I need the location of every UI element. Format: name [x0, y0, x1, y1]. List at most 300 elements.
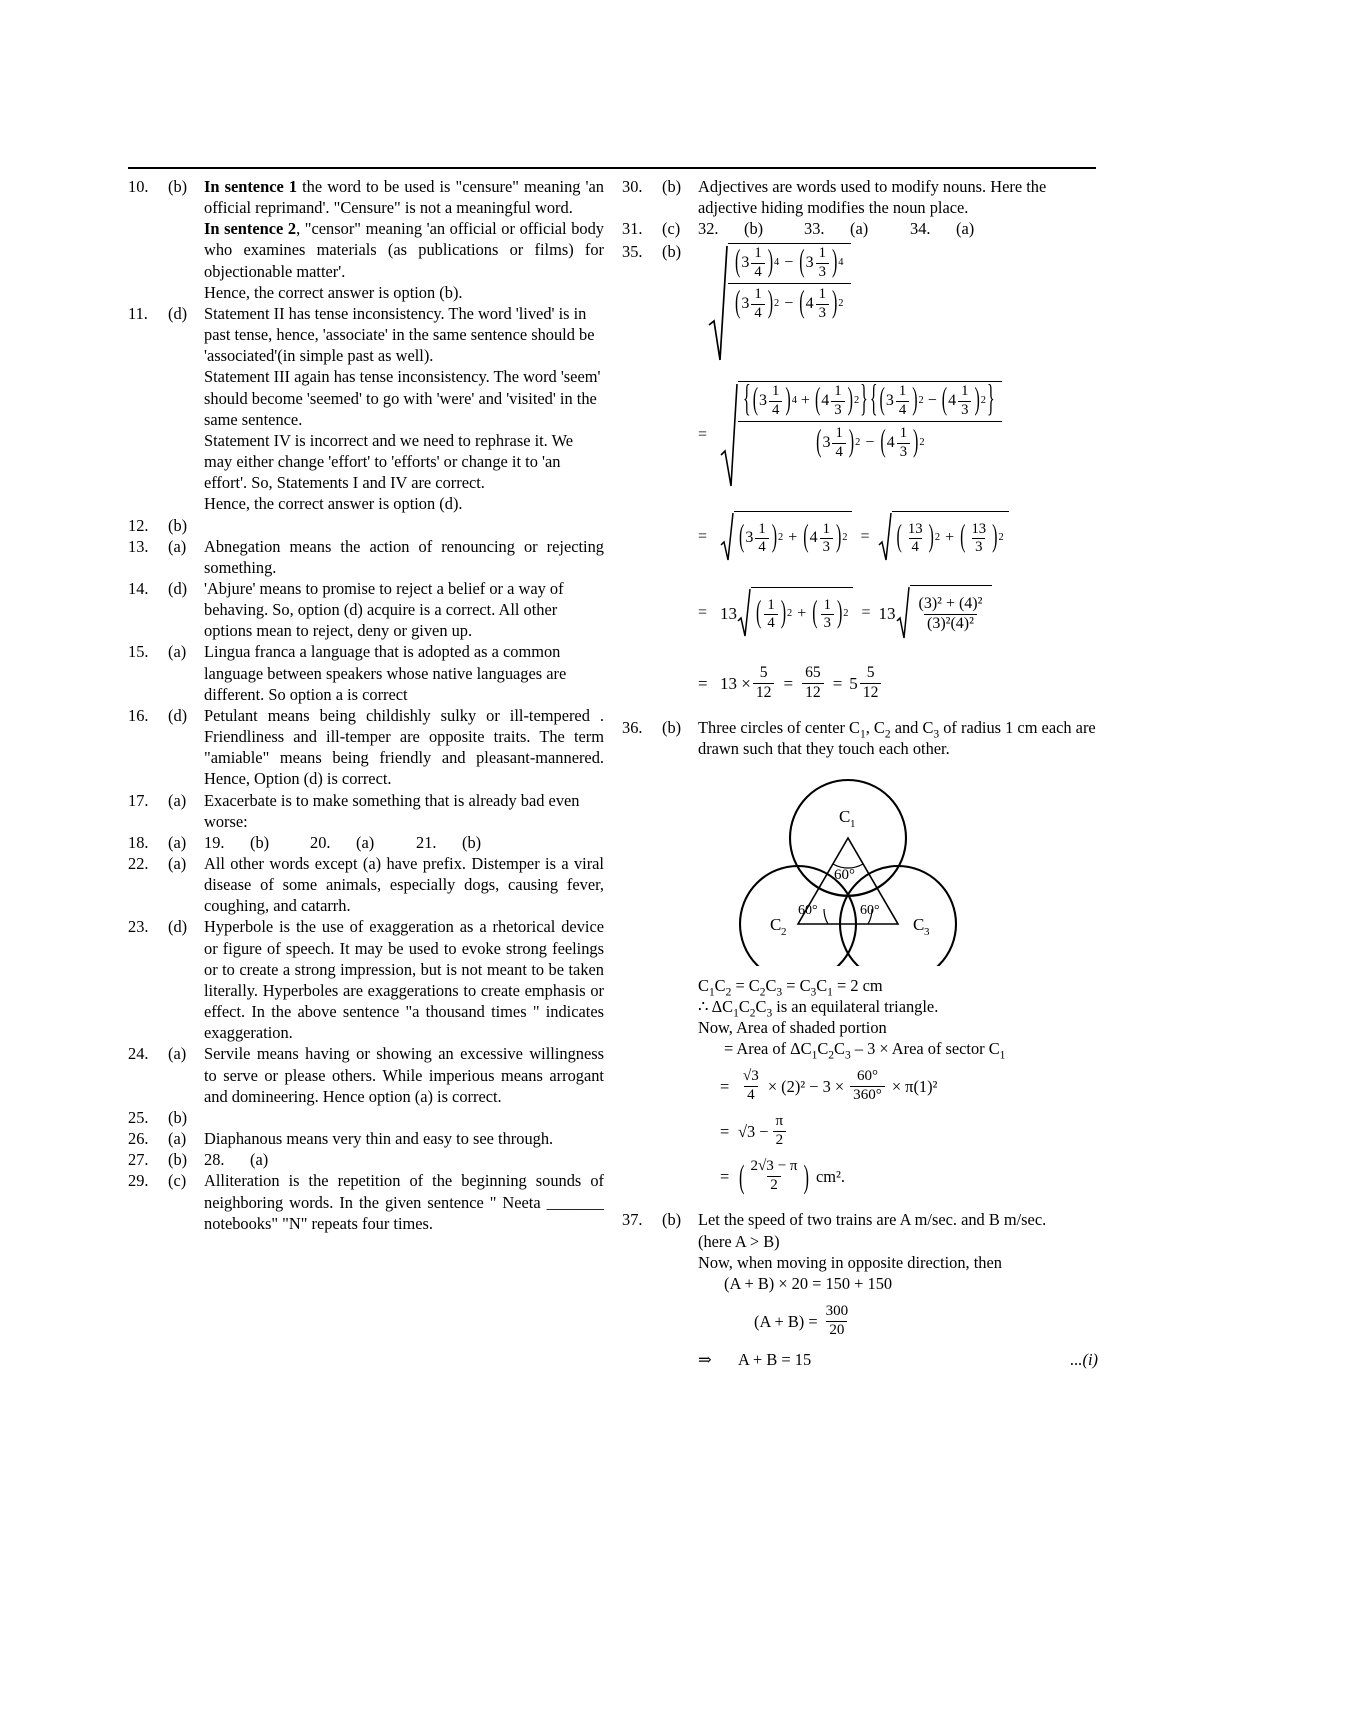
item-option: (b) — [168, 1107, 188, 1127]
radical-glyph — [896, 585, 910, 641]
minus-sign: − — [784, 295, 794, 313]
fraction — [773, 1114, 787, 1149]
radical — [878, 511, 1009, 563]
math-expression-4 — [698, 585, 1098, 641]
sqrt-symbol-icon — [720, 381, 738, 489]
denominator: 3 — [816, 263, 829, 280]
math-expression-1 — [708, 243, 1098, 363]
lead-term: (A + B) = — [754, 1311, 818, 1331]
equals-sign: = — [698, 528, 708, 546]
paren-group: ( 4 $\frac{1}{3}$ ) — [880, 425, 919, 460]
denominator: 3 — [958, 401, 971, 418]
fraction — [751, 246, 764, 280]
item-option: (a) — [168, 536, 187, 556]
fraction — [905, 522, 926, 556]
numerator: 300 — [825, 1303, 849, 1320]
item-option: (a) — [168, 854, 187, 873]
radical-content — [728, 243, 851, 363]
numerator: 2√3 − π — [750, 1157, 798, 1174]
item-number: 20. — [310, 832, 331, 852]
denominator: 12 — [802, 683, 824, 701]
fraction — [816, 287, 829, 321]
item-option: (d) — [168, 303, 188, 323]
item-body: Diaphanous means very thin and easy to see through. — [204, 1129, 554, 1149]
fraction-denominator: ( 3 $\frac{1}{4}$ ) 2 − ( 4 $\frac{1}{3}$ ) 2 — [728, 283, 851, 323]
figure-line-6 — [720, 1114, 1098, 1149]
equation-reference: ...(i) — [1070, 1349, 1098, 1369]
equals-sign: = — [832, 673, 843, 693]
item-option: (a) — [250, 1150, 269, 1170]
numerator: (3)² + (4)² — [918, 595, 983, 613]
answer-item-22 — [128, 853, 604, 916]
whole-number: 3 — [741, 254, 750, 272]
fraction — [896, 384, 909, 418]
item-number: 24. — [128, 1044, 149, 1064]
item-option: (d) — [168, 705, 188, 725]
answer-item-36 — [622, 717, 1098, 1203]
equals-sign: = — [698, 673, 708, 693]
paren-group: ( 3 $\frac{1}{4}$ ) — [735, 286, 774, 321]
item-option: (c) — [662, 219, 681, 239]
figure-line-1: $C_1C_2 = C_2C_3 = C_3C_1 = 2$ cm — [698, 975, 883, 999]
denominator: 3 — [820, 538, 833, 555]
numerator: 1 — [758, 520, 766, 537]
para-text: Hence, the correct answer is option (b). — [204, 282, 463, 302]
bold-lead: In sentence 1 — [204, 177, 298, 196]
inline-answer — [310, 832, 416, 853]
radical-content — [738, 381, 1002, 489]
equals-sign: = — [698, 426, 708, 444]
tail-expression: × π(1)² — [891, 1077, 938, 1097]
item-number: 32. — [698, 219, 719, 239]
sqrt-symbol-icon — [737, 587, 751, 639]
denominator: 4 — [744, 1086, 758, 1104]
answer-item-16 — [128, 705, 604, 790]
denominator: 3 — [972, 538, 985, 555]
fraction — [958, 384, 971, 418]
fraction — [832, 426, 845, 460]
whole-number: 3 — [885, 392, 894, 410]
plus-sign: + — [945, 529, 955, 547]
numerator: 1 — [767, 596, 775, 613]
numerator: 1 — [823, 596, 831, 613]
para-text: the word to be used is "censure" meaning 'an official reprimand'. "Censure" is not a meaningful word. — [204, 177, 604, 218]
item-number: 27. — [128, 1150, 149, 1170]
plus-sign: + — [800, 392, 810, 410]
item-body: Petulant means being childishly sulky or ill-tempered . Friendliness and ill-temper are opposite traits. The term "amiable" means being friendly and pleasant-mannered. Hence, Option (d) is correct. — [204, 705, 604, 789]
paren-group: ( 3 $\frac{1}{4}$ ) — [735, 245, 774, 280]
unit-label: cm². — [815, 1166, 845, 1186]
denominator: 3 — [897, 443, 910, 460]
para-text: Statement II has tense inconsistency. The word 'lived' is in past tense, hence, 'associate' in the same sentence should be 'associated'(in simple past as well). — [204, 303, 595, 366]
inline-answer — [416, 832, 522, 853]
sqrt-symbol-icon — [720, 511, 734, 563]
item-body: Hyperbole is the use of exaggeration as a rhetorical device or figure of speech. It may be used to evoke strong feelings or to create a strong impression, but is not meant to be taken literally. Hyperboles are exaggerations to create emphasis or effect. In the above sentence "a thousand times " indicates exaggeration. — [204, 917, 604, 1043]
angle-label-left: 60° — [798, 902, 818, 918]
equals-sign: = — [698, 604, 708, 622]
paren-group: ( 4 $\frac{1}{3}$ ) — [814, 383, 853, 418]
paren-group: ( 3 $\frac{1}{4}$ ) — [752, 383, 791, 418]
answer-group-31-34 — [622, 218, 1098, 239]
radical — [737, 587, 853, 639]
fraction — [740, 1069, 762, 1104]
brace-open: { — [743, 379, 751, 421]
angle-label-top: 60° — [834, 866, 855, 883]
radical-glyph — [720, 511, 734, 563]
radical-content: ( $\frac{1}{4}$ ) 2 + ( $\frac{1}{3}$ ) 2 — [751, 587, 853, 639]
denominator: 3 — [821, 614, 834, 631]
fraction — [821, 598, 834, 632]
item-number: 22. — [128, 854, 149, 873]
item-body: Alliteration is the repetition of the beginning sounds of neighboring words. In the given sentence " Neeta _______ notebooks" "N" repeats four times. — [204, 1171, 604, 1233]
paren-group: ( $\frac{1}{4}$ ) — [756, 596, 787, 631]
answer-item-25 — [128, 1107, 604, 1128]
item-option: (b) — [662, 1210, 682, 1230]
item-option: (a) — [168, 1044, 187, 1064]
coefficient: 13 — [720, 603, 737, 623]
minus-sign: − — [927, 392, 937, 410]
item-number: 34. — [910, 219, 931, 239]
radical-content — [910, 585, 993, 641]
paren-group: ( $\frac{2√3 - \pi}{2}$ ) — [739, 1156, 809, 1195]
paren-group: ( $\frac{13}{3}$ ) — [960, 520, 998, 555]
label-c3: C — [913, 914, 925, 934]
implies-arrow: ⇒ — [698, 1349, 712, 1369]
sqrt-symbol-icon — [896, 585, 910, 641]
item-intro-text: Three circles of center $C_1$, $C_2$ and $C_3$ of radius 1 cm each are drawn such that they touch each other. — [698, 718, 1096, 759]
whole-number: 3 — [745, 529, 754, 547]
minus-sign: − — [784, 254, 794, 272]
paren-group: ( 4 $\frac{1}{3}$ ) — [803, 520, 842, 555]
item-body: Lingua franca a language that is adopted as a common language between speakers whose native languages are different. So option a is correct — [204, 642, 567, 704]
brace-open: { — [869, 379, 878, 421]
denominator: 4 — [751, 263, 764, 280]
figure-line-5 — [720, 1069, 1098, 1104]
answer-item-26 — [128, 1128, 604, 1149]
answer-item-13 — [128, 536, 604, 578]
item-number: 28. — [204, 1150, 225, 1170]
equals-sign: = — [861, 604, 871, 622]
item-option: (c) — [168, 1171, 187, 1191]
brace-close: } — [860, 379, 868, 421]
numerator: 1 — [754, 286, 762, 303]
label-c2-sub: 2 — [781, 925, 787, 938]
denominator: 4 — [764, 614, 777, 631]
inline-answer — [804, 218, 910, 239]
denominator: 4 — [769, 401, 782, 418]
bold-lead: In sentence 2 — [204, 219, 297, 239]
denominator: 4 — [896, 401, 909, 418]
lead-term: 13 × — [720, 673, 751, 693]
item-number: 21. — [416, 832, 437, 852]
angle-arc-left — [824, 909, 828, 924]
answer-item-12 — [128, 515, 604, 536]
numerator: 1 — [818, 286, 826, 303]
item37-line-2: (here A > B) — [698, 1231, 780, 1251]
fraction — [816, 246, 829, 280]
item37-line-1: Let the speed of two trains are A m/sec. and B m/sec. — [698, 1210, 1047, 1230]
item-body — [698, 717, 1098, 1203]
item-number: 19. — [204, 832, 225, 852]
item-number: 14. — [128, 578, 149, 598]
item-option: (b) — [662, 718, 682, 738]
figure-line-3: Now, Area of shaded portion — [698, 1018, 887, 1038]
label-c3-sub: 3 — [924, 925, 930, 938]
item-number: 15. — [128, 642, 149, 662]
denominator: 3 — [831, 401, 844, 418]
numerator: 13 — [907, 520, 923, 537]
sqrt-symbol-icon — [878, 511, 892, 563]
numerator: 1 — [835, 425, 843, 442]
label-c2: C — [770, 914, 782, 934]
math-expression-3 — [698, 511, 1098, 563]
denominator: 20 — [826, 1321, 847, 1339]
answer-item-14 — [128, 578, 604, 641]
item-number: 23. — [128, 917, 149, 937]
equals-sign: = — [783, 673, 794, 693]
right-column — [622, 176, 1098, 1370]
item-body: Adjectives are words used to modify nouns. Here the adjective hiding modifies the noun place. — [698, 177, 1047, 218]
item-number: 17. — [128, 790, 149, 810]
three-tangent-circles-diagram — [698, 766, 998, 966]
item-option: (b) — [168, 1150, 188, 1170]
item37-line-5 — [698, 1304, 1098, 1339]
fraction — [823, 1304, 852, 1339]
numerator: 1 — [772, 383, 780, 400]
item-option: (b) — [168, 515, 188, 535]
denominator: 2 — [767, 1176, 781, 1194]
fraction — [850, 1069, 885, 1104]
plus-sign: + — [788, 529, 798, 547]
numerator: 1 — [822, 520, 830, 537]
whole-number: 5 — [849, 673, 858, 693]
radical-outer — [720, 381, 1002, 489]
radical-content: ( $\frac{13}{4}$ ) 2 + ( $\frac{13}{3}$ ) 2 — [892, 511, 1009, 563]
paren-group: ( 3 $\frac{1}{3}$ ) — [799, 245, 838, 280]
fraction-denominator: ( 3 $\frac{1}{4}$ ) 2 − ( 4 $\frac{1}{3}$ ) 2 — [738, 421, 1002, 462]
fraction — [751, 287, 764, 321]
denominator: 12 — [753, 683, 775, 701]
fraction-numerator: ( 3 $\frac{1}{4}$ ) 4 − ( 3 $\frac{1}{3}$ ) 4 — [728, 243, 851, 283]
whole-number: 3 — [805, 254, 814, 272]
equation-text: A + B = 15 — [738, 1349, 812, 1369]
whole-number: 4 — [886, 434, 895, 452]
answer-item-37 — [622, 1209, 1098, 1369]
numerator: 1 — [834, 383, 842, 400]
item-number: 13. — [128, 536, 149, 556]
item-option: (a) — [168, 1129, 187, 1149]
circle-c3 — [840, 866, 956, 966]
brace-close: } — [987, 379, 995, 421]
item-number: 36. — [622, 718, 643, 738]
item-number: 30. — [622, 177, 643, 196]
radical-outer — [708, 243, 851, 363]
item-option: (b) — [168, 177, 188, 196]
item-option: (a) — [168, 832, 187, 852]
item-number: 29. — [128, 1171, 149, 1191]
denominator: (3)²(4)² — [924, 614, 977, 633]
item-math-body — [698, 241, 1098, 701]
fraction — [747, 1159, 800, 1194]
item-body: Servile means having or showing an excessive willingness to serve or please others. While imperious means arrogant and domineering. Hence option (a) is correct. — [204, 1044, 604, 1106]
numerator: √3 — [743, 1068, 759, 1085]
answer-item-15 — [128, 641, 604, 704]
numerator: 1 — [754, 245, 762, 262]
equals-sign: = — [720, 1077, 730, 1097]
paren-group: ( 3 $\frac{1}{4}$ ) — [816, 425, 855, 460]
paren-group: ( 3 $\frac{1}{4}$ ) — [739, 520, 778, 555]
answer-group-18-21 — [128, 832, 604, 853]
fraction — [968, 522, 989, 556]
item-option: (b) — [662, 242, 682, 262]
item-option: (d) — [168, 917, 188, 937]
denominator: 4 — [832, 443, 845, 460]
whole-number: 4 — [809, 529, 818, 547]
radical — [720, 511, 852, 563]
item-option: (a) — [850, 219, 869, 239]
numerator: 13 — [971, 520, 987, 537]
item-number: 16. — [128, 705, 149, 725]
radical-glyph — [708, 243, 728, 363]
radical — [896, 585, 993, 641]
item-option: (a) — [168, 790, 187, 810]
denominator: 12 — [860, 683, 882, 701]
item-number: 10. — [128, 177, 149, 196]
whole-number: 3 — [759, 392, 768, 410]
label-c1: C — [839, 806, 851, 826]
math-expression-2 — [698, 381, 1098, 489]
numerator: 1 — [898, 383, 907, 400]
radical-glyph — [720, 381, 738, 489]
fraction — [755, 522, 768, 556]
sqrt-symbol-icon — [708, 243, 728, 363]
two-column-layout — [128, 176, 1098, 1370]
item-body — [204, 176, 604, 303]
item-number: 25. — [128, 1107, 149, 1127]
denominator: 360° — [850, 1086, 885, 1104]
equals-sign: = — [860, 528, 870, 546]
numerator: 1 — [818, 245, 826, 262]
answer-item-35 — [622, 241, 1098, 701]
item-body — [698, 1209, 1098, 1369]
whole-number: 4 — [948, 392, 957, 410]
denominator: 2 — [773, 1131, 787, 1149]
numerator: 60° — [856, 1068, 879, 1085]
fraction — [916, 596, 986, 633]
item-option: (b) — [744, 219, 764, 239]
plus-sign: + — [797, 605, 807, 623]
numerator: 1 — [961, 383, 969, 400]
item-number: 33. — [804, 219, 825, 239]
numerator: 1 — [899, 425, 908, 442]
figure-line-2: ∴ $\Delta C_1C_2C_3$ is an equilateral triangle. — [698, 996, 939, 1020]
item-number: 37. — [622, 1210, 643, 1230]
radical-glyph — [878, 511, 892, 563]
numerator: π — [775, 1113, 784, 1130]
para-text: , "censor" meaning 'an official or official body who examines materials (as publications or films) for objectionable matter'. — [204, 219, 604, 281]
item37-line-3: Now, when moving in opposite direction, then — [698, 1252, 1002, 1272]
item-body: Abnegation means the action of renouncing or rejecting something. — [204, 536, 604, 577]
mid-expression: × (2)² − 3 × — [767, 1077, 845, 1097]
whole-number: 3 — [822, 434, 831, 452]
fraction — [802, 665, 824, 701]
paren-group: ( 3 $\frac{1}{4}$ ) — [879, 383, 918, 418]
numerator: 65 — [805, 664, 821, 682]
inline-answer — [698, 218, 804, 239]
answer-item-29 — [128, 1170, 604, 1233]
denominator: 4 — [909, 538, 922, 555]
item-number: 18. — [128, 832, 149, 852]
fraction — [769, 384, 782, 418]
whole-number: 4 — [805, 295, 814, 313]
item-number: 35. — [622, 242, 643, 262]
math-expression-5 — [698, 665, 1098, 701]
denominator: 4 — [751, 304, 764, 321]
item-body: Exacerbate is to make something that is already bad even worse: — [204, 790, 580, 831]
fraction — [820, 522, 833, 556]
angle-label-right: 60° — [860, 902, 880, 918]
para-text: Hence, the correct answer is option (d). — [204, 494, 463, 514]
three-circles-figure — [698, 766, 1098, 971]
item-option: (a) — [356, 832, 375, 852]
para-text: Statement IV is incorrect and we need to rephrase it. We may either change 'effort' to 'efforts' or change it to 'an effort'. So, Statements I and IV are correct. — [204, 430, 574, 493]
figure-line-4: = Area of $\Delta C_1C_2C_3 - 3$ × Area of sector $C_1$ — [724, 1039, 1006, 1062]
item-number: 12. — [128, 515, 149, 535]
answer-item-10 — [128, 176, 604, 303]
denominator: 4 — [755, 538, 768, 555]
left-column — [128, 176, 604, 1234]
fraction — [897, 426, 910, 460]
coefficient: 13 — [878, 603, 896, 623]
item-number: 31. — [622, 219, 643, 239]
answer-item-24 — [128, 1043, 604, 1106]
fraction — [831, 384, 844, 418]
paren-group: ( $\frac{13}{4}$ ) — [896, 520, 934, 555]
radical-glyph — [737, 587, 751, 639]
figure-line-7 — [720, 1156, 1098, 1195]
item-option: (b) — [462, 832, 482, 852]
minus-sign: − — [865, 434, 875, 452]
item-option: (b) — [250, 832, 270, 852]
answer-group-27-28 — [128, 1149, 604, 1170]
item-option: (b) — [662, 177, 682, 196]
item-body: All other words except (a) have prefix. Distemper is a viral disease of some animals, especially dogs, causing fever, coughing, and catarrh. — [204, 854, 604, 916]
item37-line-4: (A + B) × 20 = 150 + 150 — [724, 1273, 893, 1293]
fraction — [753, 665, 775, 701]
radical-content: ( 3 $\frac{1}{4}$ ) 2 + ( 4 $\frac{1}{3}$ ) 2 — [734, 511, 852, 563]
numerator: 5 — [759, 664, 768, 682]
item-option: (a) — [168, 642, 187, 662]
item-body: 'Abjure' means to promise to reject a belief or a way of behaving. So, option (d) acquire is a correct. All other options mean to reject, deny or given up. — [204, 578, 564, 641]
answer-item-17 — [128, 790, 604, 832]
inline-answer — [204, 1149, 310, 1170]
fraction-numerator: { ( 3 $\frac{1}{4}$ ) 4 + ( 4 $\frac{1}{3}$ ) 2 } { ( 3 $\frac{1}{4}$ ) 2 − ( 4 $\frac{1}{3}$ ) 2 } — [738, 381, 1002, 421]
denominator: 3 — [816, 304, 829, 321]
answer-item-23 — [128, 916, 604, 1043]
paren-group: ( 4 $\frac{1}{3}$ ) — [941, 383, 980, 418]
item-number: 26. — [128, 1129, 149, 1149]
paren-group: ( 4 $\frac{1}{3}$ ) — [799, 286, 838, 321]
fraction — [860, 665, 882, 701]
whole-number: 4 — [821, 392, 830, 410]
answer-item-30 — [622, 176, 1098, 218]
item-number: 11. — [128, 303, 148, 323]
fraction — [764, 598, 777, 632]
paren-group: ( $\frac{1}{3}$ ) — [812, 596, 843, 631]
item37-line-6 — [698, 1349, 1098, 1370]
item-option: (d) — [168, 578, 188, 598]
item-body — [204, 303, 604, 515]
